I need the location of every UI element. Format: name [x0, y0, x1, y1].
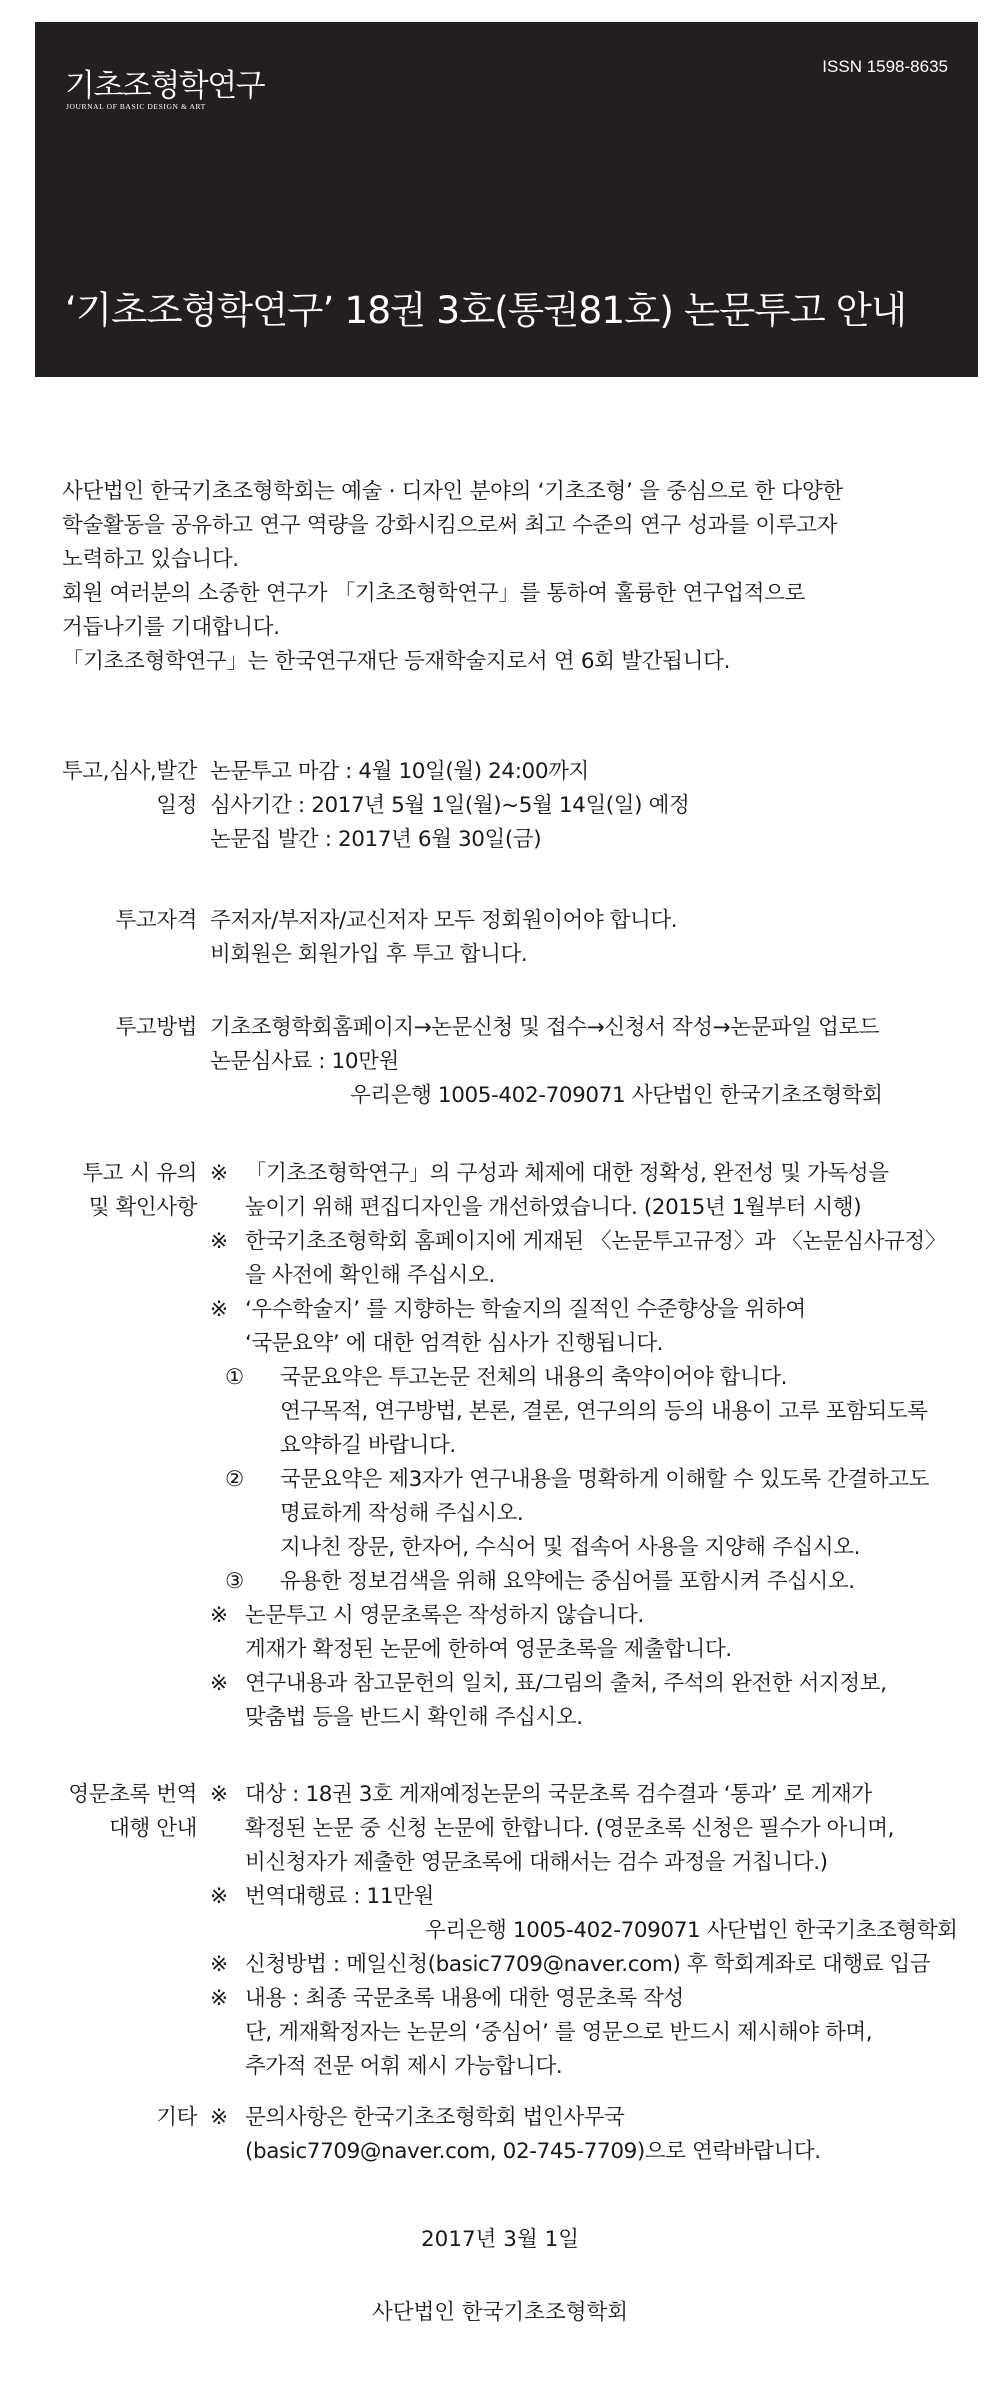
list-item-text: 대상 : 18권 3호 게재예정논문의 국문초록 검수결과 ‘통과’ 로 게재가 — [245, 1782, 872, 1807]
list-item — [210, 1778, 990, 1880]
list-item — [210, 1948, 990, 1982]
numbered-item-text: 국문요약은 제3자가 연구내용을 명확하게 이해할 수 있도록 간결하고도 — [280, 1467, 930, 1492]
numbered-item-text: 국문요약은 투고논문 전체의 내용의 축약이어야 합니다. — [280, 1365, 788, 1390]
section-content — [210, 2101, 990, 2169]
list-item-text: ‘우수학술지’ 를 지향하는 학술지의 질적인 수준향상을 위하여 — [245, 1297, 806, 1322]
numbered-item-text: 명료하게 작성해 주십시오. — [280, 1501, 524, 1526]
reference-mark-icon: ※ — [210, 1161, 228, 1186]
list-item — [210, 1157, 990, 1225]
list-item-text: 논문투고 시 영문초록은 작성하지 않습니다. — [245, 1603, 644, 1628]
deadline-text: 논문투고 마감 : 4월 10일(월) 24:00까지 — [210, 759, 589, 784]
label-line: 투고자격 — [115, 908, 197, 933]
section-content — [210, 755, 990, 857]
label-line: 투고방법 — [115, 1015, 197, 1040]
intro-line: 사단법인 한국기초조형학회는 예술 · 디자인 분야의 ‘기초조형’ 을 중심으로 한 다양한 — [62, 479, 843, 504]
list-item-text: 「기초조형학연구」의 구성과 체제에 대한 정확성, 완전성 및 가독성을 — [245, 1161, 889, 1186]
reference-mark-icon: ※ — [210, 1986, 228, 2011]
list-item-text: 높이기 위해 편집디자인을 개선하였습니다. (2015년 1월부터 시행) — [245, 1195, 862, 1220]
numbered-item-text: 연구목적, 연구방법, 본론, 결론, 연구의의 등의 내용이 고루 포함되도록 — [280, 1399, 928, 1424]
list-item — [210, 1667, 990, 1735]
list-item-text: 한국기초조형학회 홈페이지에 게재된 〈논문투고규정〉과 〈논문심사규정〉 — [245, 1229, 946, 1254]
journal-logo: 기초조형학연구 — [65, 68, 265, 104]
intro-line: 회원 여러분의 소중한 연구가 「기초조형학연구」를 통하여 훌륭한 연구업적으로 — [62, 581, 806, 606]
section-label — [68, 1778, 197, 1846]
label-line: 일정 — [156, 793, 197, 818]
reference-mark-icon: ※ — [210, 1884, 228, 1909]
contact-info: (basic7709@naver.com, 02-745-7709)으로 연락바랍니다. — [245, 2139, 821, 2164]
qualification-line: 주저자/부저자/교신저자 모두 정회원이어야 합니다. — [210, 908, 678, 933]
numbered-item-text: 요약하길 바랍니다. — [280, 1433, 456, 1458]
reference-mark-icon: ※ — [210, 1782, 228, 1807]
numbered-item-text: 유용한 정보검색을 위해 요약에는 중심어를 포함시켜 주십시오. — [280, 1569, 855, 1594]
list-item — [210, 1982, 990, 2084]
circled-number-2: ② — [225, 1467, 244, 1492]
circled-number-3: ③ — [225, 1569, 244, 1594]
list-item-text: 단, 게재확정자는 논문의 ‘중심어’ 를 영문으로 반드시 제시해야 하며, — [245, 2020, 873, 2045]
publication-date-text: 논문집 발간 : 2017년 6월 30일(금) — [210, 827, 542, 852]
numbered-item — [210, 1565, 990, 1599]
label-line: 투고,심사,발간 — [61, 759, 197, 784]
section-content — [210, 1157, 990, 1735]
journal-logo-english: JOURNAL OF BASIC DESIGN & ART — [66, 102, 206, 111]
section-label — [156, 2101, 197, 2135]
bank-account: 우리은행 1005-402-709071 사단법인 한국기초조형학회 — [350, 1083, 883, 1108]
label-line: 및 확인사항 — [88, 1195, 197, 1220]
reference-mark-icon: ※ — [210, 1229, 228, 1254]
list-item-text: 연구내용과 참고문헌의 일치, 표/그림의 출처, 주석의 완전한 서지정보, — [245, 1671, 887, 1696]
reference-mark-icon: ※ — [210, 1671, 228, 1696]
label-line: 기타 — [156, 2105, 197, 2130]
section-content — [210, 1778, 990, 2084]
intro-line: 「기초조형학연구」는 한국연구재단 등재학술지로서 연 6회 발간됩니다. — [62, 649, 731, 674]
bank-account: 우리은행 1005-402-709071 사단법인 한국기초조형학회 — [425, 1918, 958, 1943]
section-label — [82, 1157, 197, 1225]
list-item-text: 비신청자가 제출한 영문초록에 대해서는 검수 과정을 거칩니다.) — [245, 1850, 828, 1875]
list-item — [210, 1880, 990, 1948]
list-item — [210, 1293, 990, 1361]
reference-mark-icon: ※ — [210, 2105, 228, 2130]
list-item-text: 문의사항은 한국기초조형학회 법인사무국 — [245, 2105, 625, 2130]
label-line: 대행 안내 — [109, 1816, 197, 1841]
list-item — [210, 1599, 990, 1667]
page-title: ‘기초조형학연구’ 18권 3호(통권81호) 논문투고 안내 — [65, 288, 907, 332]
numbered-item — [210, 1361, 990, 1463]
section-label — [62, 755, 197, 823]
circled-number-1: ① — [225, 1365, 244, 1390]
reference-mark-icon: ※ — [210, 1952, 228, 1977]
section-label — [116, 1011, 197, 1045]
list-item-text: 을 사전에 확인해 주십시오. — [245, 1263, 495, 1288]
numbered-item — [210, 1463, 990, 1565]
reference-mark-icon: ※ — [210, 1603, 228, 1628]
section-content — [210, 1011, 990, 1113]
submission-steps: 기초조형학회홈페이지→논문신청 및 접수→신청서 작성→논문파일 업로드 — [210, 1015, 880, 1040]
section-label — [116, 904, 197, 938]
list-item — [210, 1225, 990, 1293]
header-banner — [35, 22, 978, 377]
issn-number: ISSN 1598-8635 — [822, 57, 948, 76]
list-item-text: 추가적 전문 어휘 제시 가능합니다. — [245, 2054, 563, 2079]
list-item-text: 확정된 논문 중 신청 논문에 한합니다. (영문초록 신청은 필수가 아니며, — [245, 1816, 895, 1841]
review-fee: 논문심사료 : 10만원 — [210, 1049, 399, 1074]
organization-name: 사단법인 한국기초조형학회 — [371, 2300, 629, 2325]
intro-paragraph — [62, 475, 962, 679]
label-line: 투고 시 유의 — [82, 1161, 197, 1186]
announcement-date: 2017년 3월 1일 — [420, 2227, 580, 2252]
list-item — [210, 2101, 990, 2169]
intro-line: 거듭나기를 기대합니다. — [62, 615, 280, 640]
review-period-text: 심사기간 : 2017년 5월 1일(월)~5월 14일(일) 예정 — [210, 793, 690, 818]
numbered-item-text: 지나친 장문, 한자어, 수식어 및 접속어 사용을 지양해 주십시오. — [280, 1535, 861, 1560]
translation-fee: 번역대행료 : 11만원 — [245, 1884, 434, 1909]
qualification-line: 비회원은 회원가입 후 투고 합니다. — [210, 942, 528, 967]
reference-mark-icon: ※ — [210, 1297, 228, 1322]
list-item-text: 게재가 확정된 논문에 한하여 영문초록을 제출합니다. — [245, 1637, 732, 1662]
list-item-text: 내용 : 최종 국문초록 내용에 대한 영문초록 작성 — [245, 1986, 684, 2011]
intro-line: 학술활동을 공유하고 연구 역량을 강화시킴으로써 최고 수준의 연구 성과를 이루고자 — [62, 513, 838, 538]
label-line: 영문초록 번역 — [68, 1782, 197, 1807]
list-item-text: ‘국문요약’ 에 대한 엄격한 심사가 진행됩니다. — [245, 1331, 664, 1356]
intro-line: 노력하고 있습니다. — [62, 547, 239, 572]
list-item-text: 맞춤법 등을 반드시 확인해 주십시오. — [245, 1705, 583, 1730]
section-content — [210, 904, 990, 972]
list-item-text: 신청방법 : 메일신청(basic7709@naver.com) 후 학회계좌로 대행료 입금 — [245, 1952, 931, 1977]
